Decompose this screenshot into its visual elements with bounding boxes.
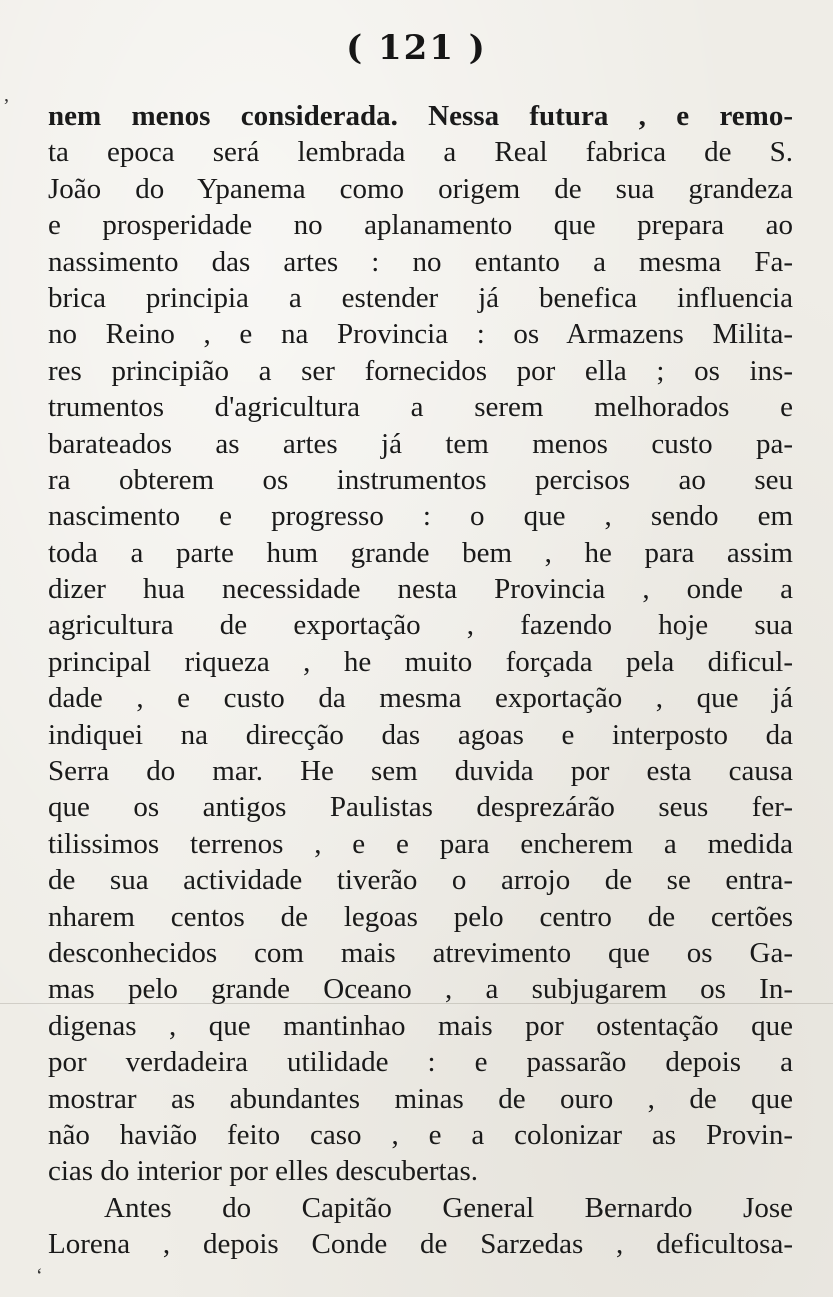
text-line: João do Ypanema como origem de sua grandeza (48, 172, 793, 205)
text-line: de sua actividade tiverão o arrojo de se entra- (48, 864, 793, 897)
text-line: indiquei na direcção das agoas e interposto da (48, 718, 793, 751)
text-line: cias do interior por elles descubertas. (48, 1155, 479, 1188)
text-line: que os antigos Paulistas desprezárão seus fer- (48, 791, 793, 824)
text-line: não havião feito caso , e a colonizar as Provin- (48, 1118, 793, 1151)
text-line: digenas , que mantinhao mais por ostentação que (48, 1009, 793, 1042)
ink-speck: ʻ (36, 1265, 43, 1287)
text-line: nem menos considerada. Nessa futura , e remo- (48, 100, 793, 132)
ink-speck: , (4, 84, 9, 106)
text-line: mas pelo grande Oceano , a subjugarem os In- (48, 973, 793, 1006)
text-line: desconhecidos com mais atrevimento que os Ga- (48, 936, 793, 969)
text-line: Serra do mar. He sem duvida por esta causa (48, 755, 793, 788)
text-line: trumentos d'agricultura a serem melhorados e (48, 391, 793, 424)
text-line: no Reino , e na Provincia : os Armazens Milita- (48, 318, 793, 351)
text-line: nharem centos de legoas pelo centro de certões (48, 900, 793, 933)
text-line: ra obterem os instrumentos percisos ao seu (48, 463, 793, 496)
body-text (48, 98, 793, 1263)
text-line: tilissimos terrenos , e e para encherem a medida (48, 827, 793, 860)
text-line: res principião a ser fornecidos por ella ; os ins- (48, 354, 793, 387)
text-line: por verdadeira utilidade : e passarão depois a (48, 1046, 793, 1079)
text-line: nascimento e progresso : o que , sendo em (48, 500, 793, 533)
text-line: brica principia a estender já benefica influencia (48, 281, 793, 314)
text-line: nassimento das artes : no entanto a mesma Fa- (48, 245, 793, 278)
page-number: ( 121 ) (346, 28, 487, 68)
text-line: toda a parte hum grande bem , he para assim (48, 536, 793, 569)
text-line: barateados as artes já tem menos custo pa- (48, 427, 793, 460)
text-line: Antes do Capitão General Bernardo Jose (104, 1191, 793, 1224)
text-line: e prosperidade no aplanamento que prepara ao (48, 209, 793, 242)
text-line: mostrar as abundantes minas de ouro , de que (48, 1082, 793, 1115)
text-line: ta epoca será lembrada a Real fabrica de S. (48, 136, 793, 169)
text-line: dizer hua necessidade nesta Provincia , onde a (48, 573, 793, 606)
text-line: principal riqueza , he muito forçada pela dificul- (48, 645, 793, 678)
text-line: Lorena , depois Conde de Sarzedas , deficultosa- (48, 1228, 793, 1261)
text-line: dade , e custo da mesma exportação , que já (48, 682, 793, 715)
text-line: agricultura de exportação , fazendo hoje sua (48, 609, 793, 642)
